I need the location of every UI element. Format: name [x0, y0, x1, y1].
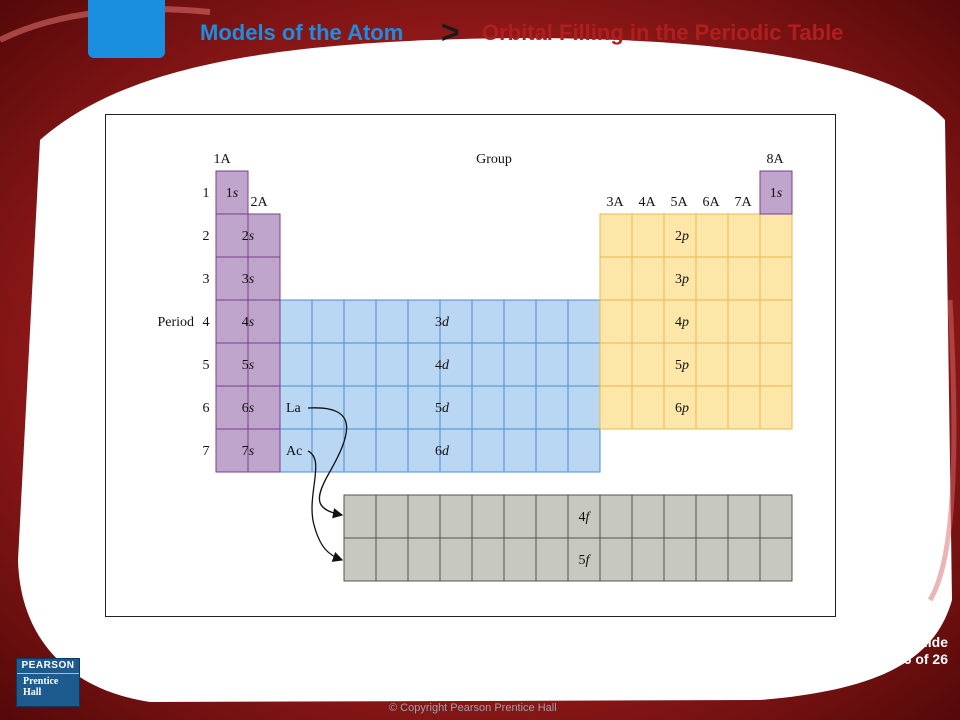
group-axis-label: Group — [476, 152, 512, 167]
d-block-cell — [280, 343, 312, 386]
slide-count: 16 of 26 — [895, 651, 948, 667]
p-block-cell — [760, 343, 792, 386]
p-block-cell — [728, 300, 760, 343]
d-block-cell — [344, 429, 376, 472]
d-block-cell — [344, 300, 376, 343]
f-block-cell — [440, 495, 472, 538]
periodic-table-figure — [105, 114, 836, 617]
s-orbital-label: 6s — [241, 401, 255, 416]
p-block-cell — [696, 300, 728, 343]
f-block-cell — [600, 495, 632, 538]
logo-imprint — [23, 676, 58, 698]
f-block-cell — [440, 538, 472, 581]
s-orbital-label: 3s — [241, 272, 255, 287]
p-block-cell — [760, 214, 792, 257]
f-block-cell — [344, 538, 376, 581]
p-block-cell — [728, 214, 760, 257]
d-block-cell — [344, 343, 376, 386]
d-block-cell — [536, 343, 568, 386]
p-block-cell — [696, 386, 728, 429]
f-block-cell — [472, 538, 504, 581]
actinium-label: Ac — [286, 444, 303, 459]
p-block-cell — [728, 386, 760, 429]
p-orbital-label: 6p — [675, 401, 689, 416]
pearson-logo — [16, 658, 80, 707]
d-block-cell — [376, 386, 408, 429]
d-block-cell — [472, 386, 504, 429]
p-block-cell — [600, 257, 632, 300]
f-block-cell — [696, 538, 728, 581]
period-label-5: 5 — [202, 358, 210, 373]
period-label-1: 1 — [202, 186, 210, 201]
logo-line-1: Prentice — [23, 676, 59, 687]
p-block-cell — [760, 300, 792, 343]
group-label-3A: 3A — [606, 195, 624, 210]
d-block-cell — [312, 300, 344, 343]
p-block-cell — [728, 343, 760, 386]
p-block-cell — [696, 343, 728, 386]
p-block-cell — [696, 257, 728, 300]
period-label-2: 2 — [202, 229, 210, 244]
s-orbital-label: 2s — [241, 229, 255, 244]
d-block-cell — [568, 386, 600, 429]
p-block-cell — [632, 300, 664, 343]
d-block-cell — [568, 429, 600, 472]
d-block-cell — [536, 386, 568, 429]
slide-number — [896, 634, 948, 668]
p-block-cell — [760, 257, 792, 300]
f-block-cell — [728, 495, 760, 538]
period-label-6: 6 — [202, 401, 210, 416]
p-block-cell — [760, 386, 792, 429]
p-orbital-label: 3p — [675, 272, 689, 287]
group-label-4A: 4A — [638, 195, 656, 210]
d-block-cell — [504, 343, 536, 386]
f-orbital-label: 4f — [578, 510, 590, 525]
period-label-3: 3 — [202, 272, 210, 287]
f-block-cell — [664, 538, 696, 581]
breadcrumb-separator: > — [441, 14, 460, 50]
s-orbital-label: 4s — [241, 315, 255, 330]
p-block-cell — [632, 343, 664, 386]
period-label-7: 7 — [202, 444, 210, 459]
f-block-cell — [536, 495, 568, 538]
group-label-1A: 1A — [213, 152, 231, 167]
p-block-cell — [600, 300, 632, 343]
d-block-cell — [568, 300, 600, 343]
d-block-cell — [312, 429, 344, 472]
lanthanum-label: La — [286, 401, 301, 416]
d-orbital-label: 4d — [435, 358, 449, 373]
p-block-cell — [632, 386, 664, 429]
d-block-cell — [472, 429, 504, 472]
s-orbital-label: 1s — [225, 186, 239, 201]
d-block-cell — [376, 429, 408, 472]
d-block-cell — [504, 386, 536, 429]
d-block-cell — [472, 300, 504, 343]
d-block-cell — [472, 343, 504, 386]
p-block-cell — [632, 257, 664, 300]
orbital-diagram — [106, 115, 835, 616]
s-orbital-label: 7s — [241, 444, 255, 459]
p-block-cell — [600, 214, 632, 257]
section-title: Models of the Atom — [200, 20, 404, 45]
f-block-cell — [536, 538, 568, 581]
p-orbital-label: 2p — [675, 229, 689, 244]
d-block-cell — [344, 386, 376, 429]
group-label-7A: 7A — [734, 195, 752, 210]
d-block-cell — [504, 300, 536, 343]
slide-title: Orbital Filling in the Periodic Table — [482, 20, 844, 45]
f-block-cell — [344, 495, 376, 538]
group-label-8A: 8A — [766, 152, 784, 167]
f-block-cell — [760, 538, 792, 581]
p-block-cell — [600, 386, 632, 429]
f-block-cell — [664, 495, 696, 538]
d-block-cell — [280, 300, 312, 343]
f-block-cell — [472, 495, 504, 538]
f-block-cell — [504, 538, 536, 581]
group-label-2A: 2A — [250, 195, 268, 210]
s-orbital-label: 5s — [241, 358, 255, 373]
p-block-cell — [696, 214, 728, 257]
f-orbital-label: 5f — [578, 553, 590, 568]
d-block-cell — [504, 429, 536, 472]
f-block-cell — [376, 495, 408, 538]
group-label-5A: 5A — [670, 195, 688, 210]
d-orbital-label: 5d — [435, 401, 449, 416]
f-block-cell — [408, 495, 440, 538]
p-orbital-label: 4p — [675, 315, 689, 330]
d-block-cell — [536, 300, 568, 343]
f-block-cell — [696, 495, 728, 538]
copyright-notice: © Copyright Pearson Prentice Hall — [389, 702, 557, 714]
f-block-cell — [760, 495, 792, 538]
p-block-cell — [632, 214, 664, 257]
f-block-cell — [632, 495, 664, 538]
header-accent-tab — [88, 0, 165, 58]
f-block-cell — [600, 538, 632, 581]
group-label-6A: 6A — [702, 195, 720, 210]
p-orbital-label: 5p — [675, 358, 689, 373]
f-block-cell — [728, 538, 760, 581]
d-block-cell — [312, 343, 344, 386]
slide-label: Slide — [914, 634, 948, 650]
helium-orbital-label: 1s — [769, 186, 783, 201]
d-block-cell — [536, 429, 568, 472]
period-label-4: 4 — [202, 315, 210, 330]
logo-brand: PEARSON — [17, 659, 79, 674]
period-axis-label: Period — [157, 315, 194, 330]
d-block-cell — [376, 343, 408, 386]
d-orbital-label: 3d — [435, 315, 449, 330]
d-block-cell — [376, 300, 408, 343]
d-block-cell — [568, 343, 600, 386]
logo-line-2: Hall — [23, 687, 42, 698]
f-block-cell — [408, 538, 440, 581]
f-block-cell — [632, 538, 664, 581]
f-block-cell — [504, 495, 536, 538]
p-block-cell — [600, 343, 632, 386]
p-block-cell — [728, 257, 760, 300]
d-orbital-label: 6d — [435, 444, 449, 459]
f-block-cell — [376, 538, 408, 581]
